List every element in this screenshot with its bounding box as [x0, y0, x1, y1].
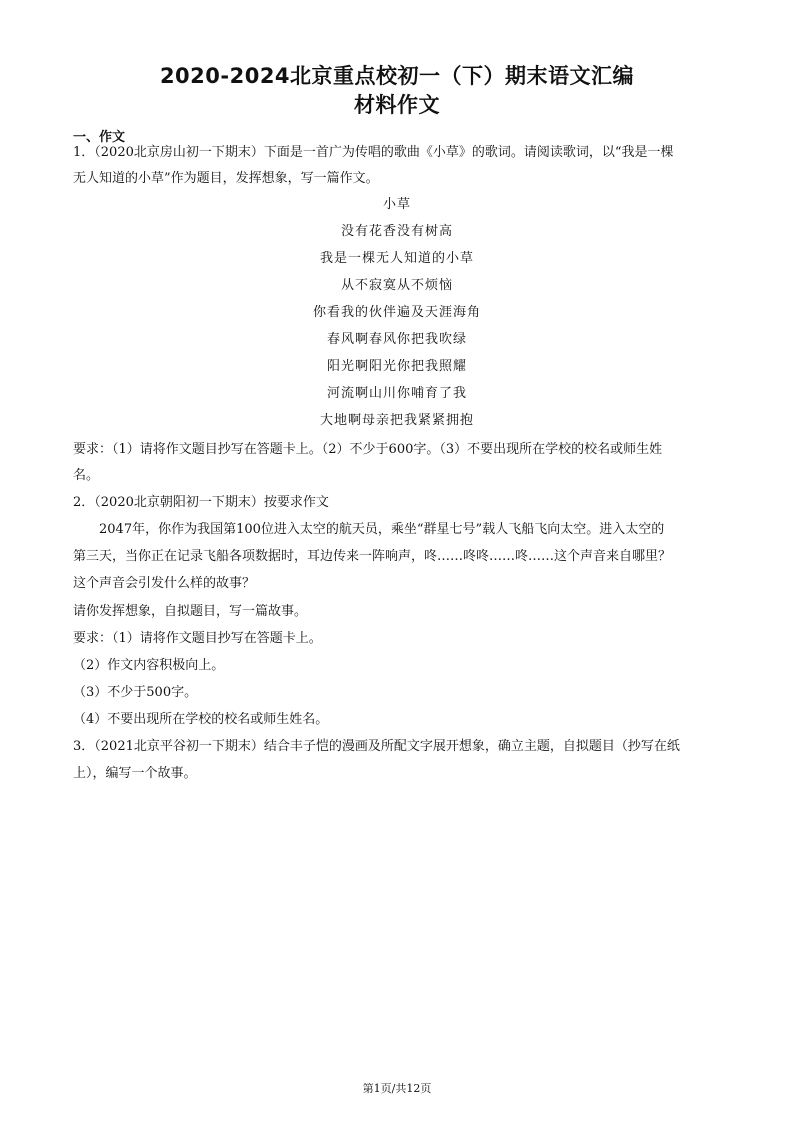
section-heading: 一、作文: [73, 130, 126, 145]
q2-requirement-1: 要求：（1）请将作文题目抄写在答题卡上。: [73, 631, 322, 646]
q1-stem-line1: 1．（2020北京房山初一下期末）下面是一首广为传唱的歌曲《小草》的歌词。请阅读歌词，以“我是一棵: [73, 145, 674, 160]
q1-requirements-line1: 要求：（1）请将作文题目抄写在答题卡上。（2）不少于600字。（3）不要出现所在学校的校名或师生姓: [73, 442, 663, 457]
q2-instruction: 请你发挥想象，自拟题目，写一篇故事。: [73, 604, 308, 619]
page-subtitle: 材料作文: [354, 93, 440, 117]
q3-stem-line1: 3．（2021北京平谷初一下期末）结合丰子恺的漫画及所配文字展开想象，确立主题，自拟题目（抄写在纸: [73, 739, 680, 754]
song-line: 大地啊母亲把我紧紧拥抱: [319, 413, 474, 428]
song-line: 河流啊山川你哺育了我: [326, 386, 467, 401]
song-line: 没有花香没有树高: [340, 224, 453, 239]
q2-requirement-4: （4）不要出现所在学校的校名或师生姓名。: [73, 712, 329, 727]
q1-stem-line2: 无人知道的小草”作为题目，发挥想象，写一篇作文。: [73, 171, 379, 186]
song-line: 阳光啊阳光你把我照耀: [326, 359, 467, 374]
song-line: 春风啊春风你把我吹绿: [326, 332, 467, 347]
song-line: 我是一棵无人知道的小草: [319, 251, 474, 266]
q2-requirement-2: （2）作文内容积极向上。: [73, 658, 225, 673]
song-line: 小草: [382, 197, 411, 212]
q2-prompt-line3: 这个声音会引发什么样的故事？: [73, 576, 256, 591]
song-line: 你看我的伙伴遍及天涯海角: [312, 305, 481, 320]
q2-prompt-line2: 第三天，当你正在记录飞船各项数据时，耳边传来一阵响声，咚……咚咚……咚……这个声音来自哪里？: [73, 549, 672, 564]
q2-stem: 2．（2020北京朝阳初一下期末）按要求作文: [73, 495, 329, 510]
q2-prompt-line1: 2047年，你作为我国第100位进入太空的航天员，乘坐“群星七号”载人飞船飞向太空。进入太空的: [99, 522, 665, 537]
q2-requirement-3: （3）不少于500字。: [73, 685, 198, 700]
page-number: 第1页/共12页: [362, 1082, 432, 1095]
q3-stem-line2: 上），编写一个故事。: [73, 766, 197, 781]
page-title: 2020-2024北京重点校初一（下）期末语文汇编: [159, 64, 635, 88]
song-line: 从不寂寞从不烦恼: [340, 278, 453, 293]
q1-requirements-line2: 名。: [73, 468, 100, 483]
